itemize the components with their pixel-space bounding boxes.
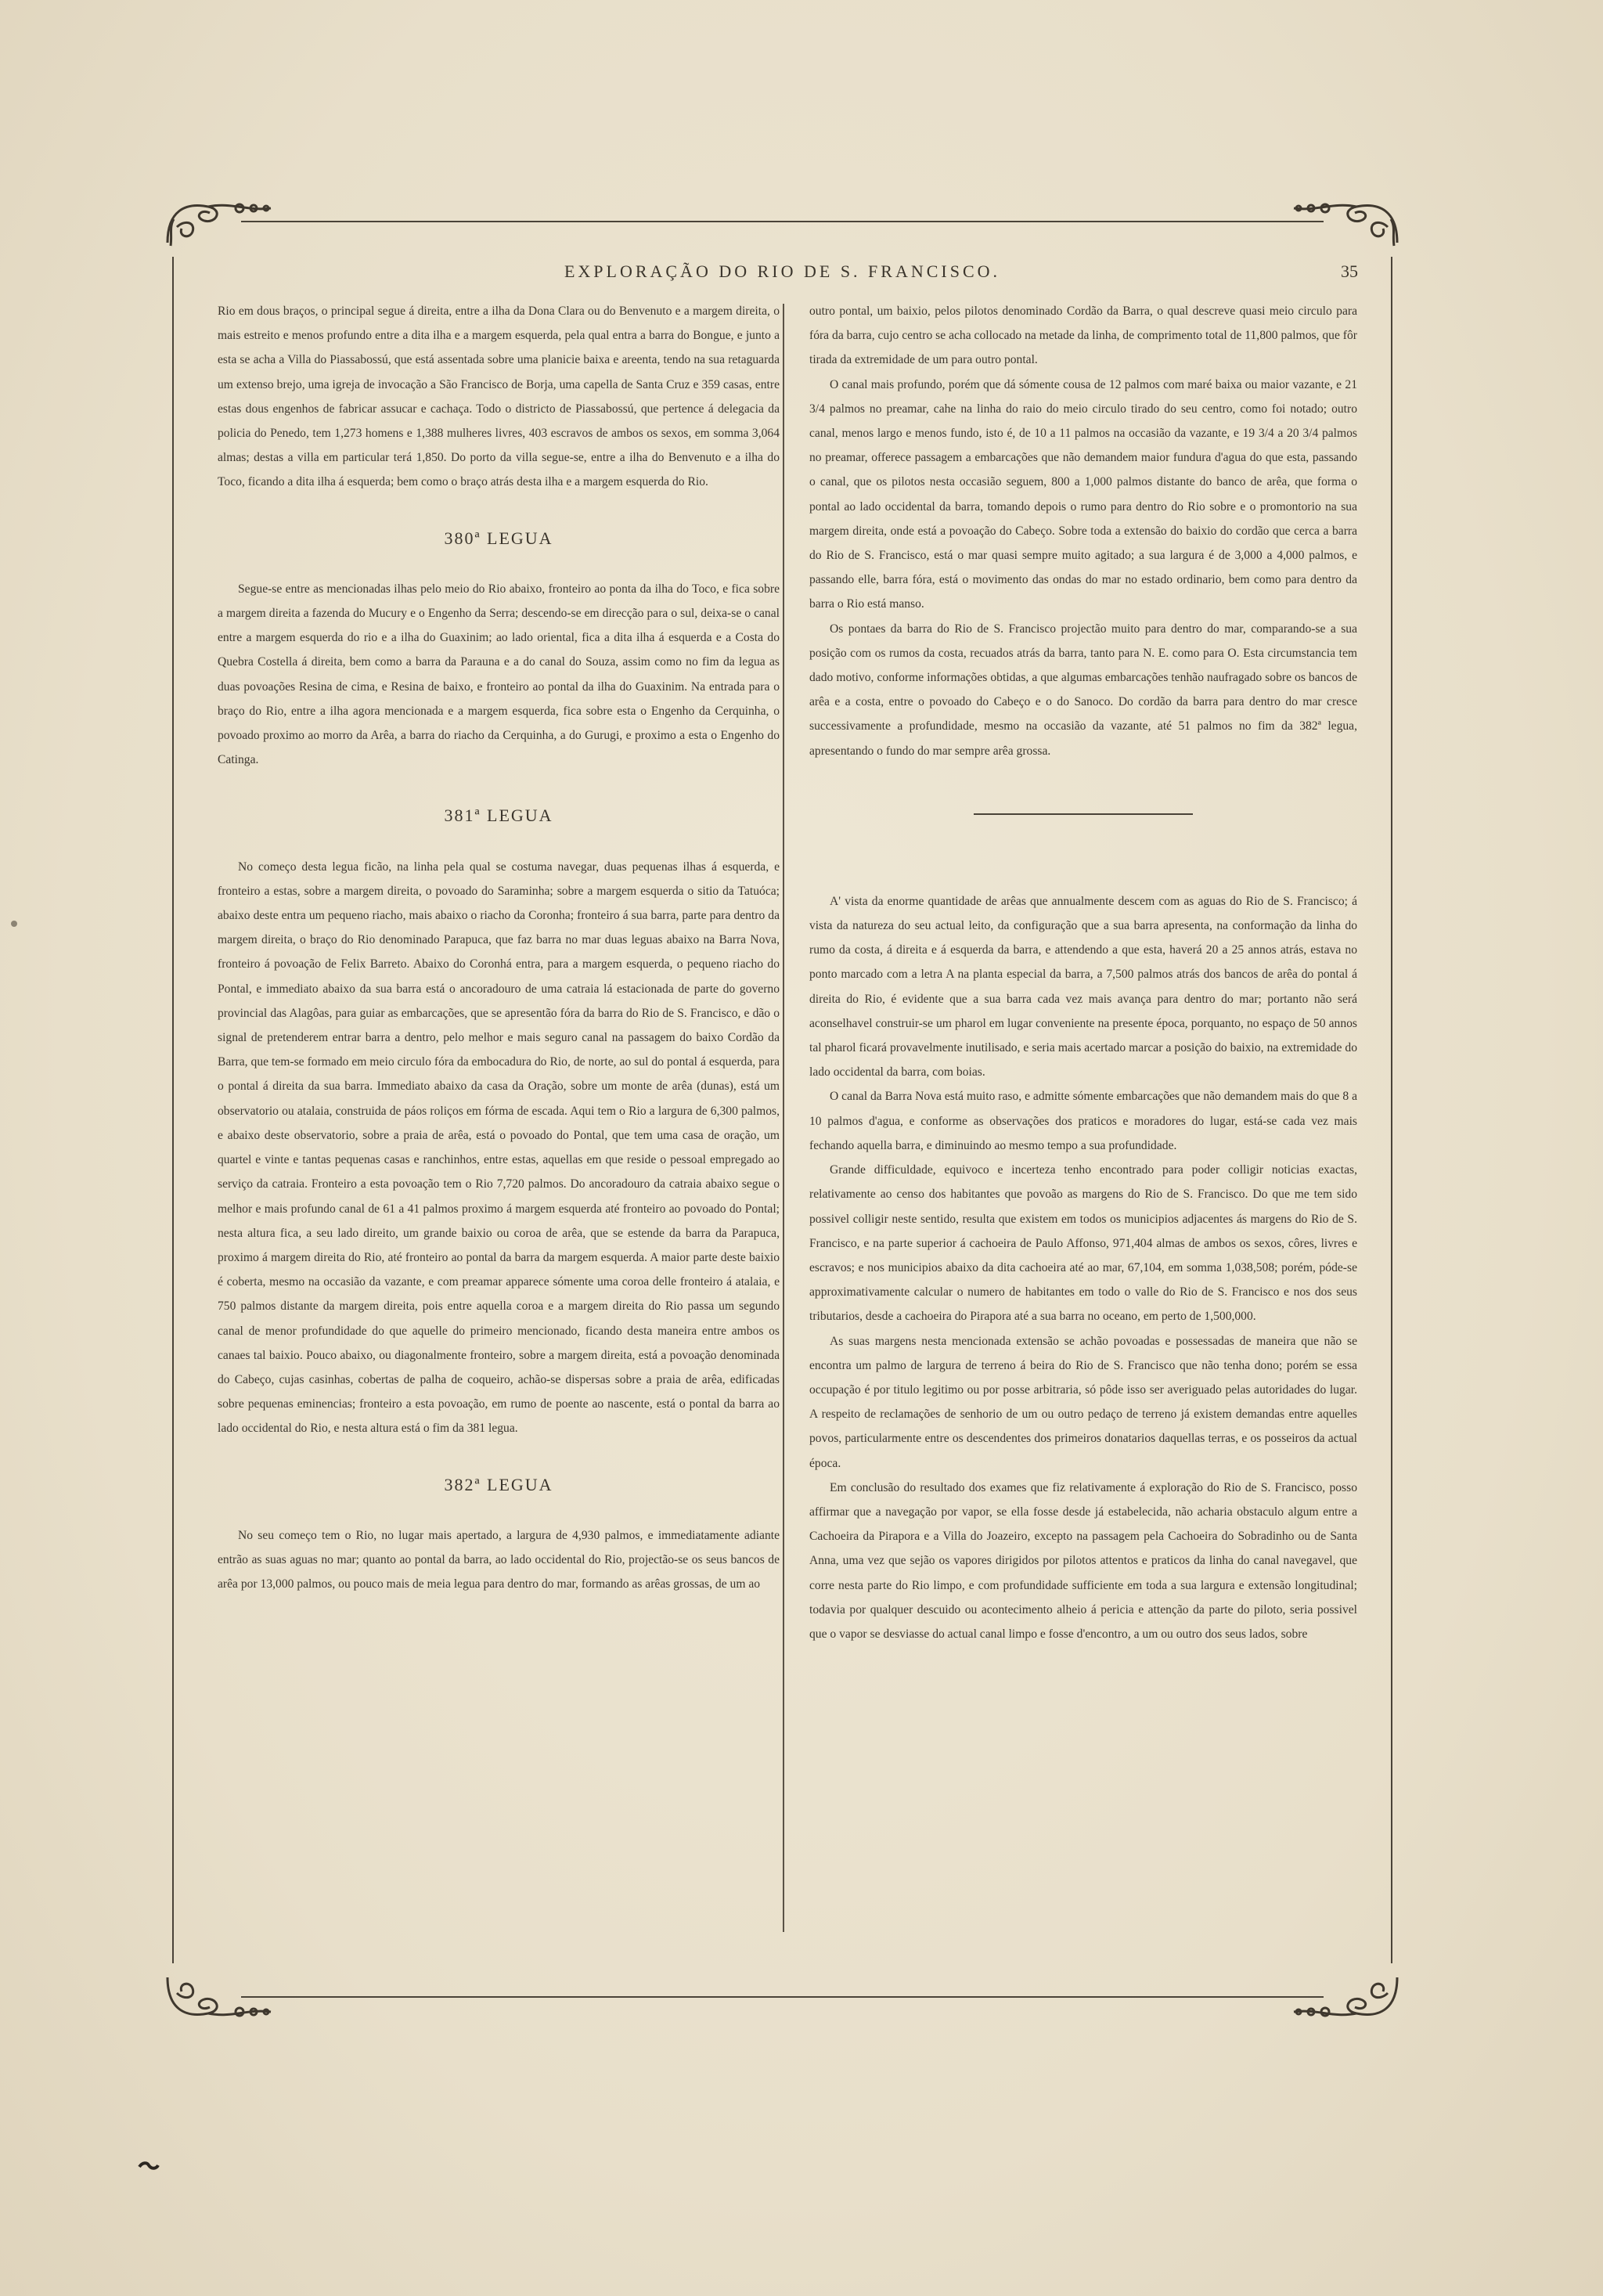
paragraph: No seu começo tem o Rio, no lugar mais apertado, a largura de 4,930 palmos, e immediatamente adiante entrão as suas aguas no mar; quanto ao pontal da barra, ao lado occidental do Rio, projectão-se os seus bancos de arêa por 13,000 palmos, ou pouco mais de meia legua para dentro do mar, formando as arêas grossas, de um ao xyxy=(218,1528,780,1591)
pencil-mark-icon xyxy=(138,2161,160,2172)
section-divider xyxy=(974,813,1193,815)
paragraph: Em conclusão do resultado dos exames que fiz relativamente á exploração do Rio de S. Francisco, posso affirmar que a navegação por vapor, se ella fosse desde já estabelecida, não acharia obstaculo algum entre a Cachoeira da Pirapora e a Villa do Joazeiro, excepto na passagem pela Cachoeira do Sobradinho ou de Santa Anna, uma vez que sejão os vapores dirigidos por pilotos attentos e praticos da linha do canal navegavel, que corre nesta parte do Rio limpo, e com profundidade sufficiente em toda a sua largura e extensão longitudinal; todavia por qualquer descuido ou acontecimento alheio á pericia e attenção da parte do piloto, seria possivel que o vapor se desviasse do actual canal limpo e fosse d'encontro, a um ou outro dos seus lados, sobre xyxy=(809,1480,1357,1641)
paragraph: As suas margens nesta mencionada extensão se achão povoadas e possessadas de maneira que não se encontra um palmo de largura de terreno á beira do Rio de S. Francisco que não tenha dono; porém se essa occupação é por titulo legitimo ou por posse arbitraria, só pôde isso ser averiguado pelas autoridades do lugar. A respeito de reclamações de senhorio de um ou outro pedaço de terreno já existem demandas entre aquelles povos, particularmente entre os descendentes dos primeiros donatarios daquellas terras, e os posseiros da actual época. xyxy=(809,1334,1357,1470)
paper-spot xyxy=(11,921,17,927)
right-column xyxy=(809,299,1357,1646)
section-heading: 380ª LEGUA xyxy=(444,528,553,548)
paragraph: O canal da Barra Nova está muito raso, e admitte sómente embarcações que não demandem mais do que 8 a 10 palmos d'agua, e conforme as observações dos praticos e moradores do lugar, está-se cada vez mais fechando aquella barra, e diminuindo ao mesmo tempo a sua profundidade. xyxy=(809,1090,1357,1152)
paragraph: No começo desta legua ficão, na linha pela qual se costuma navegar, duas pequenas ilhas á esquerda, e fronteiro a estas, sobre a margem direita, o povoado do Saraminha; sobre a margem esquerda o sitio da Tatuóca; abaixo deste entra um pequeno riacho, mais abaixo o riacho da Coronha; fronteiro á sua barra, parte para dentro da margem direita, o braço do Rio denominado Parapuca, que faz barra no mar duas leguas abaixo na Barra Nova, fronteiro á povoação de Felix Barreto. Abaixo do Coronhá entra, para a margem esquerda, o pequeno riacho do Pontal, e immediato abaixo da sua barra está o ancoradouro de uma catraia lá estacionada de parte do governo provincial das Alagôas, para guiar as embarcações, que se apresentão fóra da barra do Rio de S. Francisco, e dão o signal de pretenderem entrar barra a dentro, pelo melhor e mais seguro canal na passagem do baixo Cordão da Barra, que tem-se formado em meio circulo fóra da embocadura do Rio, de norte, ao sul do pontal á esquerda, para o pontal á direita da sua barra. Immediato abaixo da casa da Oração, sobre um monte de arêa (dunas), está um observatorio ou atalaia, construida de páos roliços em fórma de escada. Aqui tem o Rio a largura de 6,300 palmos, e abaixo deste observatorio, sobre a praia de arêa, está o povoado do Pontal, que tem uma casa de oração, um quartel e vinte e tantas pequenas casas e ranchinhos, entre estas, aquellas em que reside o pessoal empregado ao serviço da catraia. Fronteiro a esta povoação tem o Rio 7,720 palmos. Do ancoradouro da catraia abaixo segue o melhor e mais profundo canal de 61 a 41 palmos proximo á margem esquerda até fronteiro ao povoado do Pontal; nesta altura fica, a seu lado direito, um grande baixio ou coroa de arêa, que se estende da barra da Parapuca, proximo á margem direita do Rio, até fronteiro ao pontal da barra da margem esquerda. A maior parte deste baixio é coberta, mesmo na occasião da vazante, e com preamar apparece sómente uma coroa delle fronteiro á atalaia, e 750 palmos distante da margem direita, pois entre aquella coroa e a margem direita do Rio passa um segundo canal de menor profundidade do que aquelle do primeiro mencionado, ficando desta maneira entre ambos os canaes tal baixio. Pouco abaixo, ou diagonalmente fronteiro, sobre a margem direita, está a povoação denominada do Cabeço, cujas casinhas, cobertas de palha de coqueiro, achão-se dispersas sobre a praia de arêa, edificadas sobre pequenas eminencias; fronteiro a esta povoação, em rumo de poente ao nascente, está o pontal da barra ao lado occidental do Rio, e nesta altura está o fim da 381 legua. xyxy=(218,860,780,1436)
paragraph: Grande difficuldade, equivoco e incerteza tenho encontrado para poder colligir noticias exactas, relativamente ao censo dos habitantes que povoão as margens do Rio de S. Francisco. Do que me tem sido possivel colligir neste sentido, resulta que existem em todos os municipios adjacentes ás margens do Rio de S. Francisco, e na parte superior á cachoeira de Paulo Affonso, 971,404 almas de ambos os sexos, côres, livres e escravos; e nos municipios abaixo da dita cachoeira até ao mar, 67,104, em somma 1,038,508; porém, póde-se approximativamente calcular o numero de habitantes em todo o valle do Rio de S. Francisco e nos dos seus tributarios, desde a cachoeira do Pirapora até a sua barra no oceano, em perto de 1,500,000. xyxy=(809,1163,1357,1324)
left-rule xyxy=(172,257,174,1963)
paragraph: Segue-se entre as mencionadas ilhas pelo meio do Rio abaixo, fronteiro ao ponta da ilha do Toco, e fica sobre a margem direita a fazenda do Mucury e o Engenho da Serra; descendo-se em direcção para o sul, deixa-se o canal entre a margem esquerda do rio e a ilha do Guaxinim; ao lado oriental, fica a dita ilha á esquerda e a Costa do Quebra Costella á direita, bem como a barra da Parauna e a do canal do Souza, assim como no fim da legua as duas povoações Resina de cima, e Resina de baixo, e fronteiro ao pontal da ilha do Guaxinim. Na entrada para o braço do Rio, entre a ilha agora mencionada e a margem esquerda, fica sobre esta o Engenho da Cerquinha, o povoado proximo ao morro da Arêa, a barra do riacho da Cerquinha, a do Gurugi, e proximo a esta o Engenho do Catinga. xyxy=(218,582,780,767)
decorative-frame xyxy=(163,210,1402,2010)
corner-ornament-icon xyxy=(1286,1970,1403,2024)
paragraph: A' vista da enorme quantidade de arêas que annualmente descem com as aguas do Rio de S. Francisco; á vista da natureza do seu actual leito, da configuração que a sua barra apresenta, na conformação da linha do rumo da costa, á direita e á esquerda da barra, e attendendo a que esta, haverá 20 a 25 annos atrás, estava no ponto marcado com a letra A na planta especial da barra, a 7,500 palmos atrás dos bancos de arêa do pontal á direita do Rio, é evidente que a sua barra cada vez mais avança para dentro do mar; portanto não será aconselhavel construir-se um pharol em lugar conveniente na presente época, porquanto, no espaço de 50 annos tal pharol ficará provavelmente inutilisado, e seria mais acertado marcar a posição do baixio, na extremidade do lado occidental da barra, com boias. xyxy=(809,894,1357,1080)
corner-ornament-icon xyxy=(1286,196,1403,251)
paragraph: Rio em dous braços, o principal segue á direita, entre a ilha da Dona Clara ou do Benvenuto e a margem direita, o mais estreito e menos profundo entre a dita ilha e a margem esquerda, pela qual entra a barra do Bongue, e junto a esta se acha a Villa do Piassabossú, que está assentada sobre uma planicie baixa e areenta, tendo na sua retaguarda um extenso brejo, uma igreja de invocação a São Francisco de Borja, uma capella de Santa Cruz e 359 casas, entre estas dous engenhos de fabricar assucar e cachaça. Todo o districto de Piassabossú, que pertence á delegacia da policia do Penedo, tem 1,273 homens e 1,388 mulheres livres, 403 escravos de ambos os sexos, em somma 3,064 almas; destas a villa em particular terá 1,850. Do porto da villa segue-se, entre a ilha do Benvenuto e a ilha do Toco, ficando a dita ilha á esquerda; bem como o braço atrás desta ilha e a margem esquerda do Rio. xyxy=(218,305,780,489)
top-rule xyxy=(241,221,1324,222)
running-title: EXPLORAÇÃO DO RIO DE S. FRANCISCO. xyxy=(564,261,1001,281)
right-rule xyxy=(1391,257,1392,1963)
paragraph: O canal mais profundo, porém que dá sómente cousa de 12 palmos com maré baixa ou maior vazante, e 21 3/4 palmos no preamar, cahe na linha do raio do meio circulo tirado do seu centro, como foi notado; outro canal, menos largo e menos fundo, isto é, de 10 a 11 palmos na occasião da vazante, e 19 3/4 a 20 3/4 palmos no preamar, offerece passagem a embarcações que não demandem maior fundura d'agua do que esta, passando o canal, que os pilotos nesta occasião seguem, 800 a 1,000 palmos distante do banco de arêa, que forma o pontal ao lado occidental da barra, tomando depois o rumo para dentro do Rio sobre e o promontorio na sua margem direita, onde está a povoação do Cabeço. Sobre toda a extensão do baixio do cordão que cerca a barra do Rio de S. Francisco, está o mar quasi sempre muito agitado; a sua largura é de 3,000 a 4,000 palmos, e passando elle, barra fóra, está o movimento das ondas do mar no estado ordinario, bem como para dentro da barra o Rio está manso. xyxy=(809,377,1357,611)
left-column xyxy=(218,299,780,1596)
section-heading: 382ª LEGUA xyxy=(444,1474,553,1494)
running-head xyxy=(163,260,1402,288)
bottom-rule xyxy=(241,1996,1324,1998)
paragraph: outro pontal, um baixio, pelos pilotos denominado Cordão da Barra, o qual descreve quasi meio circulo para fóra da barra, cujo centro se acha collocado na metade da linha, de comprimento total de 11,800 palmos, que fôr tirada da extremidade de um para outro pontal. xyxy=(809,305,1357,367)
paragraph: Os pontaes da barra do Rio de S. Francisco projectão muito para dentro do mar, comparando-se a sua posição com os rumos da costa, recuados atrás da barra, tanto para N. E. como para O. Esta circumstancia tem dado motivo, conforme informações obtidas, a que algumas embarcações tenhão naufragado sobre os bancos de arêa e a costa, entre o povoado do Cabeço e o do Sanoco. Do cordão da barra para dentro do mar cresce successivamente a profundidade, mesmo na occasião da vazante, até 51 palmos no fim da 382ª legua, apresentando o fundo do mar sempre arêa grossa. xyxy=(809,622,1357,758)
page-number: 35 xyxy=(1341,261,1358,281)
corner-ornament-icon xyxy=(161,196,279,251)
corner-ornament-icon xyxy=(161,1970,279,2024)
section-heading: 381ª LEGUA xyxy=(444,806,553,826)
column-divider xyxy=(783,304,784,1932)
